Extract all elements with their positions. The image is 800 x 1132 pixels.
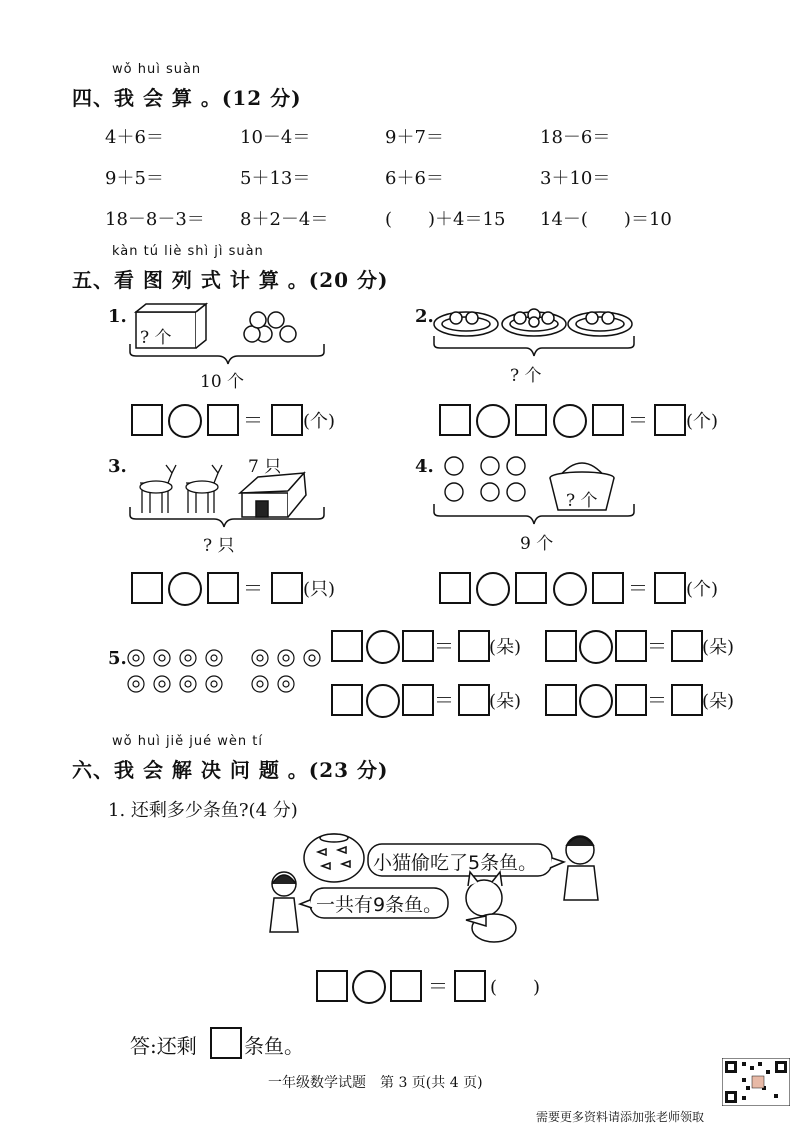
answer-box[interactable]	[592, 404, 624, 436]
q4-illustration	[432, 452, 637, 534]
answer-box[interactable]	[131, 404, 163, 436]
q2-total: ? 个	[510, 366, 542, 386]
q1-unit: (个)	[303, 411, 336, 432]
operator-circle[interactable]	[366, 684, 400, 718]
q5-unit: (朵)	[702, 637, 735, 658]
q2-unit: (个)	[686, 411, 719, 432]
answer-box[interactable]	[592, 572, 624, 604]
q6-unit: ( )	[490, 977, 541, 998]
operator-circle[interactable]	[352, 970, 386, 1004]
q3-total: ? 只	[203, 536, 235, 556]
answer-box[interactable]	[131, 572, 163, 604]
answer-box[interactable]	[654, 404, 686, 436]
q4-total: 9 个	[520, 534, 554, 554]
section4-pinyin: wǒ huì suàn	[112, 62, 202, 77]
answer-box[interactable]	[271, 572, 303, 604]
answer-box[interactable]	[207, 572, 239, 604]
balls-icon	[244, 312, 296, 342]
q4-unit: (个)	[686, 579, 719, 600]
boy-icon	[564, 836, 598, 900]
answer-box[interactable]	[515, 404, 547, 436]
q3-house-label: 7 只	[248, 457, 282, 477]
house-icon	[240, 473, 306, 517]
deer-icon	[140, 465, 222, 513]
operator-circle[interactable]	[168, 404, 202, 438]
operator-circle[interactable]	[168, 572, 202, 606]
plate-apples-icon	[434, 309, 632, 336]
operator-circle[interactable]	[553, 404, 587, 438]
section6-pinyin: wǒ huì jiě jué wèn tí	[112, 734, 263, 749]
answer-box[interactable]	[671, 684, 703, 716]
q1-box-label: ? 个	[140, 328, 172, 348]
brace	[434, 336, 634, 356]
answer-box[interactable]	[439, 404, 471, 436]
q3-illustration	[128, 455, 328, 535]
answer-prefix: 答:还剩	[130, 1034, 197, 1058]
calc-item: 6＋6＝	[385, 168, 444, 189]
answer-box[interactable]	[390, 970, 422, 1002]
answer-box[interactable]	[210, 1027, 242, 1059]
q1-number: 1.	[108, 306, 127, 327]
answer-box[interactable]	[402, 630, 434, 662]
calc-item: 10－4＝	[240, 127, 311, 148]
operator-circle[interactable]	[553, 572, 587, 606]
q5-unit: (朵)	[489, 637, 522, 658]
calc-item: 8＋2－4＝	[240, 209, 329, 230]
calc-item: 9＋7＝	[385, 127, 444, 148]
section4-title: 四、我 会 算 。(12 分)	[72, 86, 302, 110]
answer-box[interactable]	[458, 630, 490, 662]
answer-box[interactable]	[615, 630, 647, 662]
q4-basket-label: ? 个	[566, 491, 598, 511]
answer-box[interactable]	[271, 404, 303, 436]
cat-icon	[466, 872, 516, 942]
calc-item: 18－8－3＝	[105, 209, 205, 230]
q3-unit: (只)	[303, 579, 336, 600]
answer-box[interactable]	[615, 684, 647, 716]
answer-box[interactable]	[331, 630, 363, 662]
apples-icon	[445, 457, 525, 501]
brace	[130, 507, 324, 527]
bubble-boy-text: 小猫偷吃了5条鱼。	[373, 852, 538, 874]
calc-item: 5＋13＝	[240, 168, 311, 189]
calc-item: 3＋10＝	[540, 168, 611, 189]
q4-number: 4.	[415, 456, 434, 477]
calc-item: 14－( )＝10	[540, 209, 672, 230]
bubble-girl-text: 一共有9条鱼。	[316, 894, 443, 916]
q1-total: 10 个	[200, 372, 245, 392]
q5-number: 5.	[108, 648, 127, 669]
answer-box[interactable]	[331, 684, 363, 716]
calc-item: 18－6＝	[540, 127, 611, 148]
answer-box[interactable]	[545, 684, 577, 716]
calc-item: 4＋6＝	[105, 127, 164, 148]
answer-box[interactable]	[439, 572, 471, 604]
answer-box[interactable]	[671, 630, 703, 662]
q2-number: 2.	[415, 306, 434, 327]
calc-item: 9＋5＝	[105, 168, 164, 189]
section6-title: 六、我 会 解 决 问 题 。(23 分)	[72, 758, 389, 782]
problem-illustration	[262, 828, 612, 948]
answer-suffix: 条鱼。	[244, 1034, 304, 1058]
answer-box[interactable]	[545, 630, 577, 662]
operator-circle[interactable]	[579, 684, 613, 718]
q5-flowers-illustration	[124, 644, 329, 700]
answer-box[interactable]	[207, 404, 239, 436]
q5-unit: (朵)	[702, 691, 735, 712]
question-text: 1. 还剩多少条鱼?(4 分)	[108, 800, 298, 821]
operator-circle[interactable]	[366, 630, 400, 664]
page-footer: 一年级数学试题 第 3 页(共 4 页)	[268, 1075, 483, 1091]
qr-code-icon	[722, 1058, 790, 1106]
operator-circle[interactable]	[579, 630, 613, 664]
girl-icon	[270, 872, 298, 932]
answer-box[interactable]	[454, 970, 486, 1002]
flower-icon	[128, 650, 320, 692]
calc-item: ( )＋4＝15	[385, 209, 506, 230]
operator-circle[interactable]	[476, 404, 510, 438]
section5-pinyin: kàn tú liè shì jì suàn	[112, 244, 264, 259]
answer-box[interactable]	[458, 684, 490, 716]
q3-number: 3.	[108, 456, 127, 477]
q2-illustration	[432, 298, 637, 360]
answer-box[interactable]	[654, 572, 686, 604]
section5-title: 五、看 图 列 式 计 算 。(20 分)	[72, 268, 389, 292]
q5-unit: (朵)	[489, 691, 522, 712]
answer-box[interactable]	[515, 572, 547, 604]
answer-box[interactable]	[316, 970, 348, 1002]
operator-circle[interactable]	[476, 572, 510, 606]
answer-box[interactable]	[402, 684, 434, 716]
fish-bowl-icon	[304, 834, 364, 882]
qr-note: 需要更多资料请添加张老师领取	[536, 1110, 705, 1124]
